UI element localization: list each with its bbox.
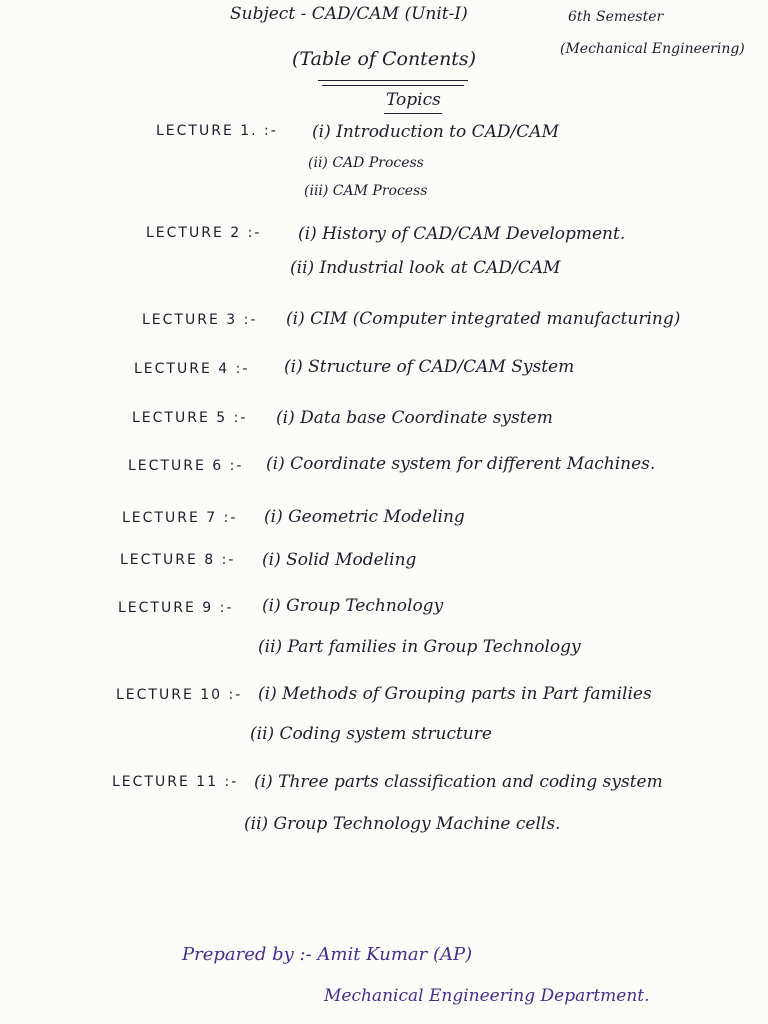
lecture-item: (ii) CAD Process bbox=[308, 155, 424, 171]
lecture-label: LECTURE 11 :- bbox=[112, 774, 239, 790]
lecture-item: (i) Data base Coordinate system bbox=[276, 408, 553, 428]
lecture-item: (i) Structure of CAD/CAM System bbox=[284, 357, 575, 377]
lecture-item: (iii) CAM Process bbox=[304, 183, 428, 199]
lecture-label: LECTURE 4 :- bbox=[134, 361, 250, 377]
topics-underline bbox=[384, 113, 442, 114]
lecture-label: LECTURE 6 :- bbox=[128, 458, 244, 474]
lecture-item: (i) Methods of Grouping parts in Part families bbox=[258, 684, 652, 704]
lecture-label: LECTURE 7 :- bbox=[122, 510, 238, 526]
lecture-label: LECTURE 8 :- bbox=[120, 552, 236, 568]
lecture-label: LECTURE 9 :- bbox=[118, 600, 234, 616]
toc-underline-2 bbox=[322, 85, 464, 86]
lecture-item: (ii) Coding system structure bbox=[250, 724, 492, 744]
lecture-item: (i) Geometric Modeling bbox=[264, 507, 465, 527]
lecture-item: (i) Coordinate system for different Machines. bbox=[266, 454, 656, 474]
lecture-item: (ii) Part families in Group Technology bbox=[258, 637, 581, 657]
lecture-item: (i) Group Technology bbox=[262, 596, 444, 616]
lecture-item: (ii) Industrial look at CAD/CAM bbox=[290, 258, 561, 278]
lecture-item: (i) Solid Modeling bbox=[262, 550, 417, 570]
subject-title: Subject - CAD/CAM (Unit-I) bbox=[230, 4, 468, 24]
lecture-label: LECTURE 1. :- bbox=[156, 123, 278, 139]
topics-heading: Topics bbox=[386, 90, 441, 110]
lecture-item: (i) Introduction to CAD/CAM bbox=[312, 122, 559, 142]
lecture-label: LECTURE 2 :- bbox=[146, 225, 262, 241]
toc-heading: (Table of Contents) bbox=[292, 48, 477, 70]
department-label: (Mechanical Engineering) bbox=[560, 41, 745, 57]
lecture-label: LECTURE 10 :- bbox=[116, 687, 243, 703]
lecture-item: (ii) Group Technology Machine cells. bbox=[244, 814, 561, 834]
prepared-by: Prepared by :- Amit Kumar (AP) bbox=[182, 944, 473, 965]
lecture-label: LECTURE 5 :- bbox=[132, 410, 248, 426]
lecture-item: (i) Three parts classification and coding system bbox=[254, 772, 663, 792]
lecture-label: LECTURE 3 :- bbox=[142, 312, 258, 328]
lecture-item: (i) CIM (Computer integrated manufacturing) bbox=[286, 309, 681, 329]
semester-label: 6th Semester bbox=[568, 9, 664, 25]
lecture-item: (i) History of CAD/CAM Development. bbox=[298, 224, 626, 244]
footer-department: Mechanical Engineering Department. bbox=[324, 986, 650, 1006]
toc-underline bbox=[318, 80, 468, 81]
